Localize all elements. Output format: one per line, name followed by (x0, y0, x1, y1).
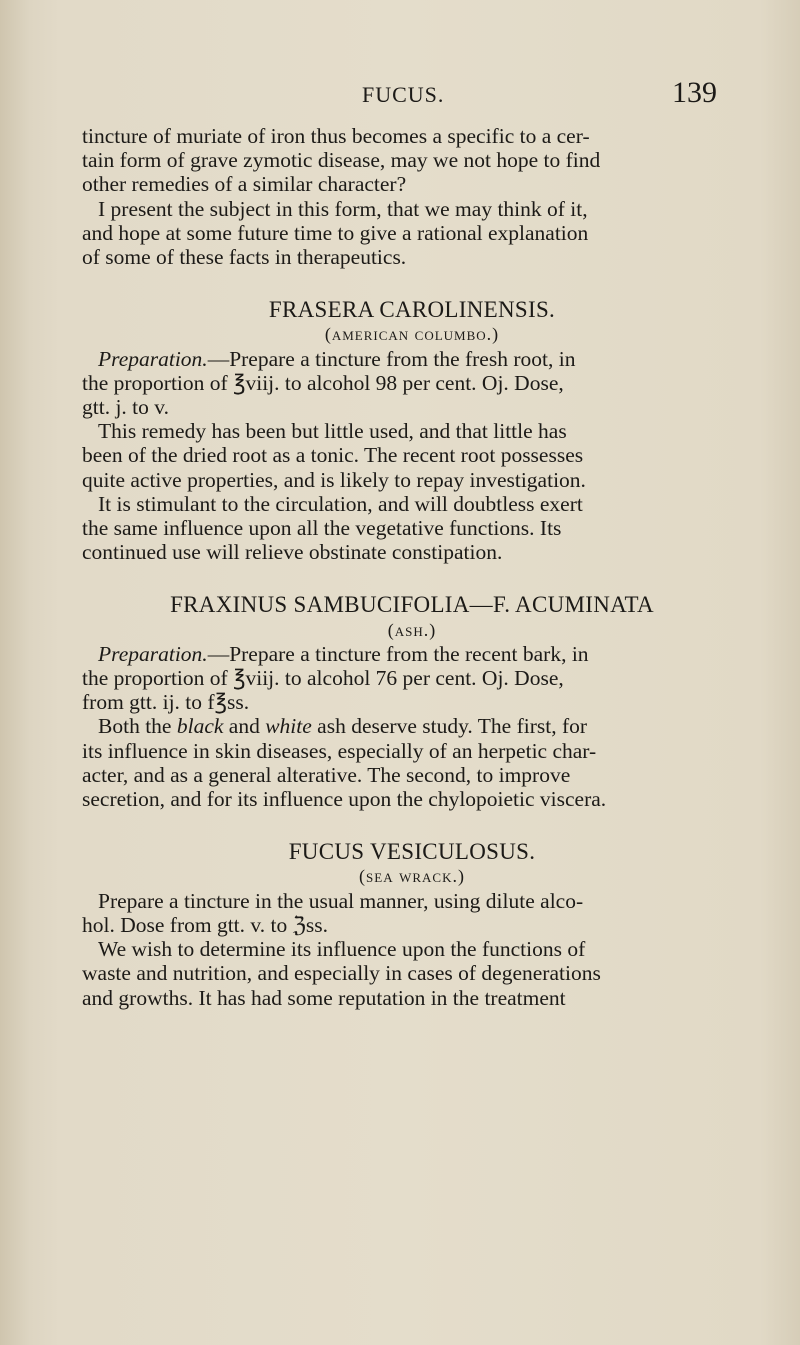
preparation-paragraph (82, 347, 742, 420)
section-subheading-fucus: (sea wrack.) (359, 866, 465, 887)
text-run: —Prepare a tincture from the fresh root, in (207, 346, 576, 371)
text-line: It is stimulant to the circulation, and will doubtless exert (98, 491, 583, 516)
text-line: secretion, and for its influence upon the chylopoietic viscera. (82, 787, 607, 812)
emphasis-white: white (265, 714, 312, 739)
emphasis-black: black (176, 714, 224, 739)
text-line: of some of these facts in therapeutics. (82, 245, 407, 270)
text-run: ash deserve study. The first, for (311, 714, 588, 739)
text-line: acter, and as a general alterative. The second, to improve (82, 762, 571, 787)
page-body (82, 124, 742, 1010)
text-run: —Prepare a tincture from the recent bark, in (207, 641, 589, 666)
section-heading-fraxinus: FRAXINUS SAMBUCIFOLIA—F. ACUMINATA (170, 592, 654, 618)
text-line (82, 347, 742, 371)
text-line: Prepare a tincture in the usual manner, using dilute alco- (98, 888, 584, 913)
section-subheading-fraxinus: (ash.) (387, 619, 437, 640)
intro-paragraph (82, 124, 742, 197)
text-line: quite active properties, and is likely to repay investigation. (82, 467, 586, 492)
text-line: tincture of muriate of iron thus becomes a specific to a cer- (82, 124, 590, 148)
description-paragraph (82, 937, 742, 1010)
page-number: 139 (672, 76, 717, 109)
text-line: its influence in skin diseases, especially of an herpetic char- (82, 738, 597, 763)
text-line: gtt. j. to v. (82, 395, 169, 420)
description-paragraph (82, 714, 742, 811)
section-subheading-frasera: (american columbo.) (324, 324, 500, 345)
preparation-paragraph (82, 889, 742, 937)
intro-paragraph-2 (82, 197, 742, 270)
running-header (0, 76, 800, 116)
text-line: been of the dried root as a tonic. The recent root possesses (82, 443, 584, 468)
text-run: and (223, 714, 266, 739)
text-line: other remedies of a similar character? (82, 172, 407, 197)
section-heading-fucus: FUCUS VESICULOSUS. (288, 839, 536, 865)
preparation-label: Preparation. (98, 346, 208, 371)
text-line: hol. Dose from gtt. v. to ℨss. (82, 912, 328, 937)
text-line: the proportion of ℥viij. to alcohol 98 per cent. Oj. Dose, (82, 370, 564, 395)
preparation-paragraph (82, 642, 742, 715)
text-line: the proportion of ℥viij. to alcohol 76 per cent. Oj. Dose, (82, 666, 564, 691)
text-line: tain form of grave zymotic disease, may we not hope to find (82, 148, 601, 173)
text-line: and growths. It has had some reputation in the treatment (82, 985, 566, 1010)
running-title: FUCUS. (362, 82, 445, 107)
text-line: I present the subject in this form, that we may think of it, (98, 196, 588, 221)
text-run: Both the (98, 714, 177, 739)
text-line: This remedy has been but little used, and that little has (98, 419, 567, 444)
text-line (82, 714, 742, 738)
text-line: We wish to determine its influence upon the functions of (98, 937, 586, 962)
text-line: waste and nutrition, and especially in cases of degenerations (82, 961, 601, 986)
text-line: continued use will relieve obstinate constipation. (82, 540, 503, 565)
text-line: and hope at some future time to give a rational explanation (82, 220, 589, 245)
text-line: the same influence upon all the vegetative functions. Its (82, 516, 562, 541)
preparation-label: Preparation. (98, 641, 208, 666)
description-paragraph (82, 419, 742, 564)
section-heading-frasera: FRASERA CAROLINENSIS. (268, 297, 556, 323)
text-line: from gtt. ij. to f℥ss. (82, 690, 250, 715)
text-line (82, 642, 742, 666)
